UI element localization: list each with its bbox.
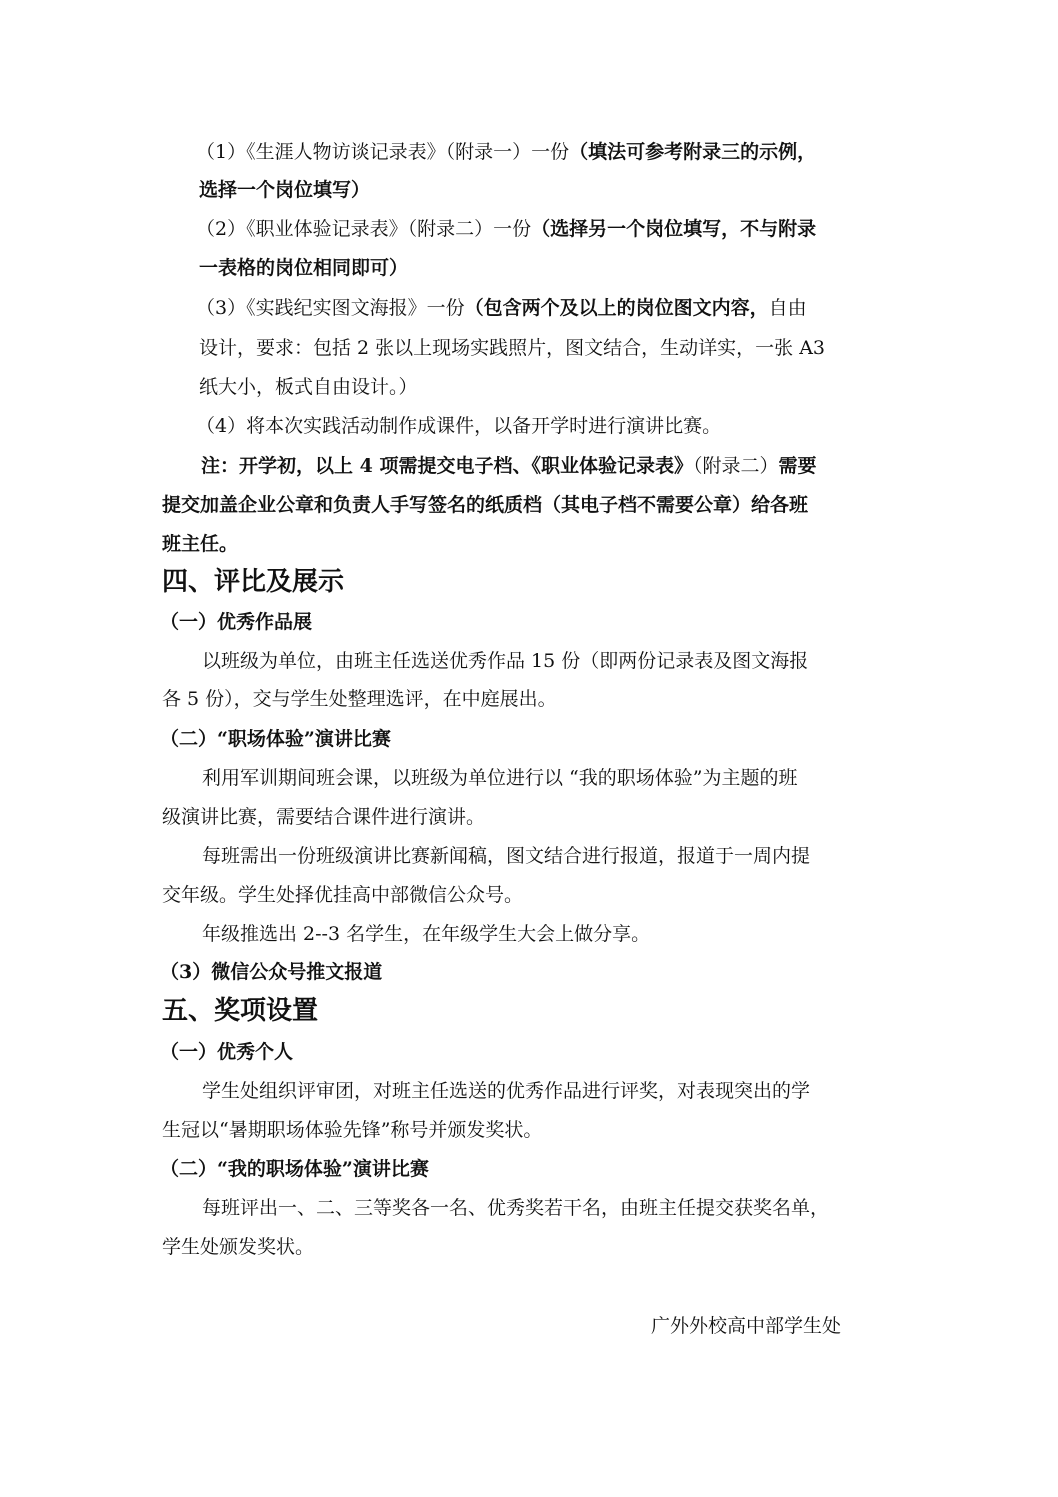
section-4-p3-line-1: 每班需出一份班级演讲比赛新闻稿，图文结合进行报道，报道于一周内提 (202, 845, 811, 867)
item-3-tail: 自由 (768, 297, 807, 319)
item-1-text: （1）《生涯人物访谈记录表》（附录一）一份 (196, 141, 570, 163)
section-5-p1-line-1: 学生处组织评审团，对班主任选送的优秀作品进行评奖，对表现突出的学 (202, 1080, 811, 1102)
note-line-3: 班主任。 (162, 533, 239, 555)
section-4-p1-line-2: 各 5 份），交与学生处整理选评，在中庭展出。 (162, 688, 557, 710)
section-4-p3-line-2: 交年级。学生处择优挂高中部微信公众号。 (162, 884, 524, 906)
section-4-p2-line-2: 级演讲比赛，需要结合课件进行演讲。 (162, 806, 486, 828)
section-5-sub-1: （一）优秀个人 (160, 1041, 294, 1063)
section-4-sub-2: （二）“职场体验”演讲比赛 (160, 728, 391, 750)
item-1-line-2: 选择一个岗位填写） (199, 179, 371, 201)
section-4-p1-line-1: 以班级为单位，由班主任选送优秀作品 15 份（即两份记录表及图文海报 (202, 650, 809, 672)
signature-department: 广外外校高中部学生处 (651, 1315, 842, 1337)
note-appendix-ref: （附录二） (692, 455, 779, 477)
item-2-bold-note: （选择另一个岗位填写，不与附录 (531, 218, 817, 240)
item-3-line-2: 设计，要求：包括 2 张以上现场实践照片，图文结合，生动详实，一张 A3 (199, 337, 826, 359)
section-5-p1-line-2: 生冠以“暑期职场体验先锋”称号并颁发奖状。 (162, 1119, 543, 1141)
item-1-line-1 (196, 139, 816, 165)
section-4-title: 四、评比及展示 (162, 567, 345, 597)
section-5-title: 五、奖项设置 (162, 996, 319, 1026)
item-3-line-3: 纸大小，板式自由设计。） (199, 376, 418, 398)
item-2-line-2: 一表格的岗位相同即可） (199, 257, 409, 279)
item-3-bold-note: （包含两个及以上的岗位图文内容， (464, 297, 769, 319)
note-line-2: 提交加盖企业公章和负责人手写签名的纸质档（其电子档不需要公章）给各班 (162, 494, 809, 516)
section-4-sub-1: （一）优秀作品展 (160, 611, 313, 633)
item-1-bold-note: （填法可参考附录三的示例， (569, 141, 817, 163)
note-line-1 (201, 453, 816, 479)
section-4-p4-line-1: 年级推选出 2--3 名学生，在年级学生大会上做分享。 (202, 923, 651, 945)
section-5-p2-line-1: 每班评出一、二、三等奖各一名、优秀奖若干名，由班主任提交获奖名单， (202, 1197, 830, 1219)
item-3-line-1 (196, 295, 807, 321)
section-5-sub-2: （二）“我的职场体验”演讲比赛 (160, 1158, 429, 1180)
section-4-p2-line-1: 利用军训期间班会课，以班级为单位进行以 “我的职场体验”为主题的班 (202, 767, 798, 789)
item-2-line-1 (196, 216, 816, 242)
item-3-text: （3）《实践纪实图文海报》一份 (196, 297, 465, 319)
note-bold-text: 注：开学初，以上 4 项需提交电子档、《职业体验记录表》 (201, 455, 693, 477)
section-5-p2-line-2: 学生处颁发奖状。 (162, 1236, 315, 1258)
item-2-text: （2）《职业体验记录表》（附录二）一份 (196, 218, 532, 240)
note-bold-tail: 需要 (778, 455, 817, 477)
section-4-sub-3: （3）微信公众号推文报道 (160, 961, 383, 983)
item-4-line-1: （4）将本次实践活动制作成课件，以备开学时进行演讲比赛。 (196, 415, 722, 437)
